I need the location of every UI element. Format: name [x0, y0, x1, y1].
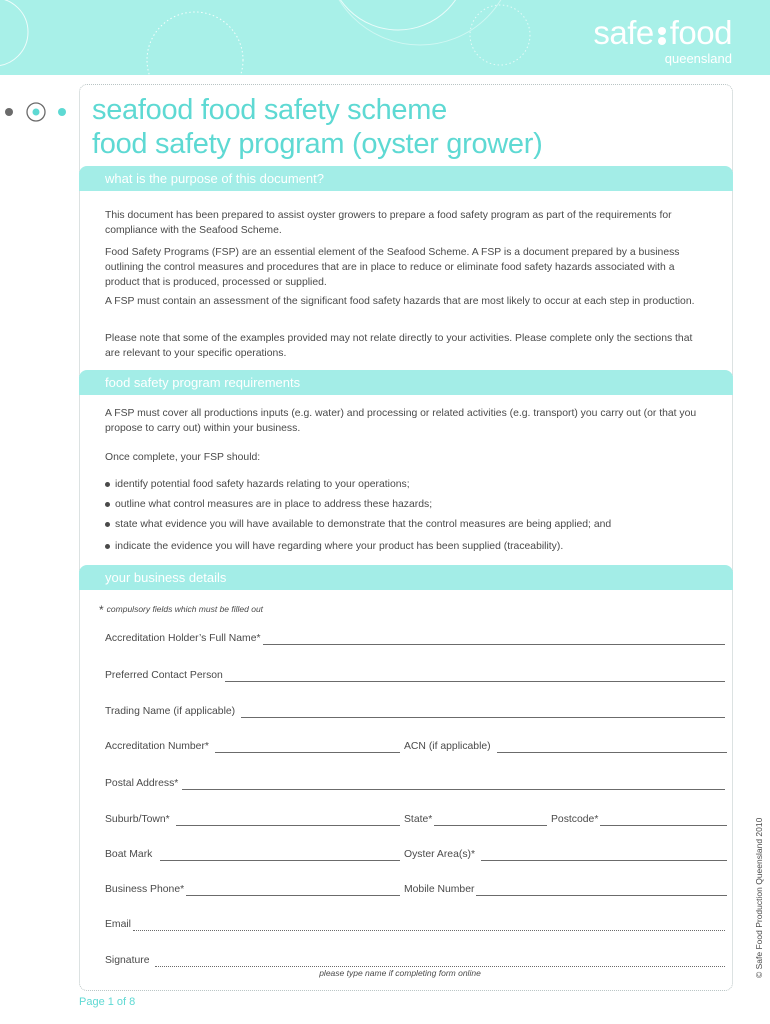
contact-person-input[interactable]: [225, 671, 725, 682]
section-purpose-heading: what is the purpose of this document?: [79, 166, 733, 191]
purpose-paragraph-3: A FSP must contain an assessment of the significant food safety hazards that are most likely to occur at each step in production.: [105, 296, 695, 307]
page-number: Page 1 of 8: [79, 996, 136, 1008]
requirements-paragraph-1: A FSP must cover all productions inputs (e.g. water) and processing or related activities (e.g. transport) you carry out (or that you propose to carry out) within your business.: [105, 408, 697, 434]
postcode-input[interactable]: [600, 815, 727, 826]
field-oyster-area[interactable]: [404, 846, 727, 861]
compulsory-note-text: compulsory fields which must be filled out: [106, 604, 264, 614]
logo-right: food: [669, 14, 732, 51]
field-label: Suburb/Town*: [105, 814, 170, 825]
field-label: Trading Name (if applicable): [105, 706, 236, 717]
purpose-paragraph-4: Please note that some of the examples provided may not relate directly to your activities. Please complete only the sections that are relevant to your specific operations.: [105, 333, 693, 359]
field-label: Boat Mark: [105, 849, 153, 860]
boat-mark-input[interactable]: [160, 850, 400, 861]
field-label: Business Phone*: [105, 884, 185, 895]
signature-hint: please type name if completing form online: [319, 968, 481, 978]
purpose-paragraph-2: Food Safety Programs (FSP) are an essential element of the Seafood Scheme. A FSP is a document prepared by a business outlining the control measures and procedures that are in place to reduce or eliminate food safety hazards associated with a product that is produced, processed or supplied.: [105, 247, 680, 288]
field-label: Mobile Number: [404, 884, 475, 895]
oyster-area-input[interactable]: [481, 850, 727, 861]
field-business-phone[interactable]: [105, 881, 400, 896]
progress-dots-icon: [0, 100, 80, 124]
document-title: [92, 93, 542, 161]
requirements-bullet: identify potential food safety hazards relating to your operations;: [105, 478, 410, 492]
requirements-paragraph-2: Once complete, your FSP should:: [105, 452, 261, 463]
copyright-vertical: © Safe Food Production Queensland 2010: [754, 817, 764, 978]
field-postal-address[interactable]: [105, 775, 725, 790]
title-line-2: food safety program (oyster grower): [92, 128, 543, 160]
field-label: Postal Address*: [105, 778, 179, 789]
field-email[interactable]: [105, 916, 725, 931]
field-boat-mark[interactable]: [105, 846, 400, 861]
field-accreditation-number[interactable]: [105, 738, 400, 753]
field-mobile-number[interactable]: [404, 881, 727, 896]
field-label: Accreditation Number*: [105, 741, 209, 752]
field-postcode[interactable]: [551, 811, 727, 826]
suburb-input[interactable]: [176, 815, 400, 826]
accreditation-number-input[interactable]: [215, 742, 400, 753]
section-business-heading: your business details: [79, 565, 733, 590]
title-line-1: seafood food safety scheme: [92, 94, 447, 126]
business-phone-input[interactable]: [186, 885, 400, 896]
state-input[interactable]: [434, 815, 547, 826]
mobile-number-input[interactable]: [476, 885, 727, 896]
logo-left: safe: [593, 14, 654, 51]
acn-input[interactable]: [497, 742, 727, 753]
compulsory-star: *: [99, 603, 104, 617]
field-holder-name[interactable]: [105, 630, 725, 645]
email-input[interactable]: [133, 920, 725, 931]
purpose-paragraph-1: This document has been prepared to assist oyster growers to prepare a food safety program as part of the requirements for compliance with the Seafood Scheme.: [105, 210, 672, 236]
brand-logo: [593, 16, 732, 66]
trading-name-input[interactable]: [241, 707, 725, 718]
requirements-bullet: outline what control measures are in place to address these hazards;: [105, 498, 432, 512]
field-label: Oyster Area(s)*: [404, 849, 476, 860]
logo-subtitle: queensland: [664, 51, 732, 66]
field-state[interactable]: [404, 811, 547, 826]
requirements-bullet: state what evidence you will have available to demonstrate that the control measures are being applied; and: [105, 518, 611, 532]
field-label: Accreditation Holder’s Full Name*: [105, 633, 261, 644]
field-label: Signature: [105, 955, 150, 966]
field-label: Email: [105, 919, 131, 930]
logo-colon-icon: [656, 24, 668, 46]
field-suburb[interactable]: [105, 811, 400, 826]
compulsory-note: [99, 603, 263, 617]
holder-name-input[interactable]: [263, 634, 725, 645]
field-label: Postcode*: [551, 814, 599, 825]
signature-input[interactable]: [155, 956, 725, 967]
field-label: State*: [404, 814, 433, 825]
field-trading-name[interactable]: [105, 703, 725, 718]
requirements-bullet: indicate the evidence you will have regarding where your product has been supplied (traceability).: [105, 540, 563, 554]
header-band: [0, 0, 770, 75]
field-label: Preferred Contact Person: [105, 670, 223, 681]
field-acn[interactable]: [404, 738, 727, 753]
field-label: ACN (if applicable): [404, 741, 491, 752]
field-contact-person[interactable]: [105, 667, 725, 682]
field-signature[interactable]: [105, 952, 725, 967]
postal-address-input[interactable]: [182, 779, 725, 790]
section-requirements-heading: food safety program requirements: [79, 370, 733, 395]
logo-wordmark: [593, 16, 732, 50]
